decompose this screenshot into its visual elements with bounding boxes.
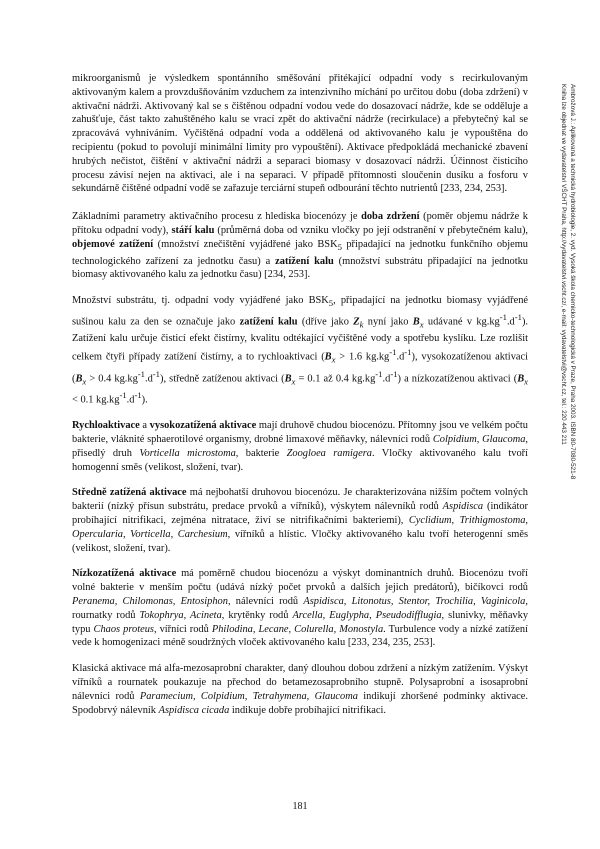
side-citation-line-1: Ambrožová J.: Aplikovaná a technická hydrobiologie, 2. vyd. Vysoká škola chemicko-technologická v Praze, Praha 2003. ISBN 80-7080-521-8 — [569, 84, 576, 480]
paragraph-classic-activation: Klasická aktivace má alfa-mezosaprobní charakter, daný dlouhou dobou zdržení a nízkým zatížením. Výskyt vířníků a rournatek poukazuje na přechod do betamezosaprobního stupně. Polysaprobní a isosaprobní nálevníci rodů Paramecium, Colpidium, Tetrahymena, Glaucoma indikují zhoršené podmínky aktivace. Spodobrvý nálevník Aspidisca cicada indikuje dobře probíhající nitrifikaci. — [72, 663, 529, 716]
paragraph-parameters: Základními parametry aktivačního procesu z hlediska biocenózy je doba zdržení (poměr objemu nádrže k přítoku odpadní vody), stáří kalu (průměrná doba od vzniku vločky po její odstranění v přebytečném kalu), objemové zatížení (množství znečištění vyjádřené jako $BSK_5$ připadající na jednotku funkčního objemu technologického zařízení za jednotku času) a zatížení kalu (množství substrátu připadající na jednotku biomasy aktivovaného kalu za jednotku času) [234, 253]. — [72, 211, 529, 281]
side-citation-line-2: Kniha lze objednat ve vydavatelství VŠCHT Praha, http://vydavatelstvi.vscht.cz/, e-mail: vydavatelstvi@vscht.cz, tel.: 220 443 211 — [560, 84, 568, 445]
paragraph-intro: mikroorganismů je výsledkem spontánního směšování přitékající odpadní vody s recirkulovaným aktivovaným kalem a provzdušňováním vzduchem za intenzivního míchání po určitou dobu (doba zdržení) v aktivační nádrži. Aktivovaný kal se s čištěnou odpadní vodou vede do dosazovací nádrže, kde se odděluje a zahušťuje, část takto zahuštěného kalu se vrací zpět do aktivační nádrže (recirkulace) a přebytečný kal se zpracovává vyhníváním. Vyčištěná odpadní voda a oddělená od aktivovaného kalu je vypouštěna do recipientu (pokud to povolují minimální limity pro vypouštění). Aktivace předpokládá mechanické zbavení hrubých nečistot, čištění v aktivační nádrži a separaci biomasy v dosazovací nádrži. Účinnost čisticího procesu závisí nejen na aktivaci, ale i na separaci. V případě přítomnosti sloučenin dusíku a fosforu v sekundárně čištěné odpadní vodě se zařazuje terciární stupeň odbourání těchto nutrientů [233, 234, 253]. — [72, 73, 528, 195]
paragraph-medium-load-activation: Středně zatížená aktivace má nejbohatší druhovou biocenózu. Je charakterizována nižším počtem volných bakterií (nízký přísun substrátu, predace prvoků a vířníků), výskytem nálevníků rodů Aspidisca (indikátor probíhající nitrifikaci, zejména nitratace, živí se nitrifikačními bakteriemi), Cyclidium, Trithigmostoma, Opercularia, Vorticella, Carchesium, vířníků a hlístic. Vločky aktivovaného kalu tvoří heterogenní směs (velikost, složení, tvar). — [72, 487, 529, 554]
side-citation — [548, 84, 584, 714]
paragraph-low-load-activation: Nízkozatížená aktivace má poměrně chudou biocenózu a výskyt dominantních druhů. Biocenózu tvoří volné bakterie v menším počtu (udává nízký počet prvoků a dalších jejich predátorů), bičíkovci rodů Peranema, Chilomonas, Entosiphon, nálevníci rodů Aspidisca, Litonotus, Stentor, Trochilia, Vaginicola, rournatky rodů Tokophrya, Acineta, krytěnky rodů Arcella, Euglypha, Pseudodifflugia, slunivky, měňavky typu Chaos proteus, vířníci rodů Philodina, Lecane, Colurella, Monostyla. Turbulence vody a nízké zatížení vede k homogenizaci méně soudržných vloček aktivovaného kalu [233, 234, 235, 253]. — [72, 568, 529, 649]
paragraph-high-rate-activation: Rychloaktivace a vysokozatížená aktivace mají druhově chudou biocenózu. Přítomny jsou ve velkém počtu bakterie, vláknité sphaerotilové organismy, drobné limaxové měňavky, nálevníci rodů Colpidium, Glaucoma, přisedlý druh Vorticella microstoma, bakterie Zoogloea ramigera. Vločky aktivovaného kalu tvoří homogenní směs (velikost, složení, tvar). — [72, 420, 529, 473]
paragraph-sludge-loading: Množství substrátu, tj. odpadní vody vyjádřené jako $BSK_5$, připadající na jednotku biomasy vyjádřené sušinou kalu za den se označuje jako zatížení kalu (dříve jako $Z_k$ nyní jako $B_x$ udávané v $kg.kg^{-1}.d^{-1}$). Zatížení kalu určuje čisticí efekt čistírny, kvalitu odtékající vyčištěné vody a spotřebu kyslíku. Lze rozlišit celkem čtyři případy zatížení čistírny, a to rychloaktivaci ($B_x > 1.6$ $kg.kg^{-1}.d^{-1}$), vysokozatíženou aktivaci ($B_x > 0.4$ $kg.kg^{-1}.d^{-1}$), středně zatíženou aktivaci ($B_x = 0.1$ až 0.4 $kg.kg^{-1}.d^{-1}$) a nízkozatíženou aktivaci ($B_x < 0.1$ $kg.kg^{-1}.d^{-1}$). — [72, 295, 529, 406]
page-number: 181 — [292, 801, 308, 812]
body-text — [72, 72, 528, 729]
